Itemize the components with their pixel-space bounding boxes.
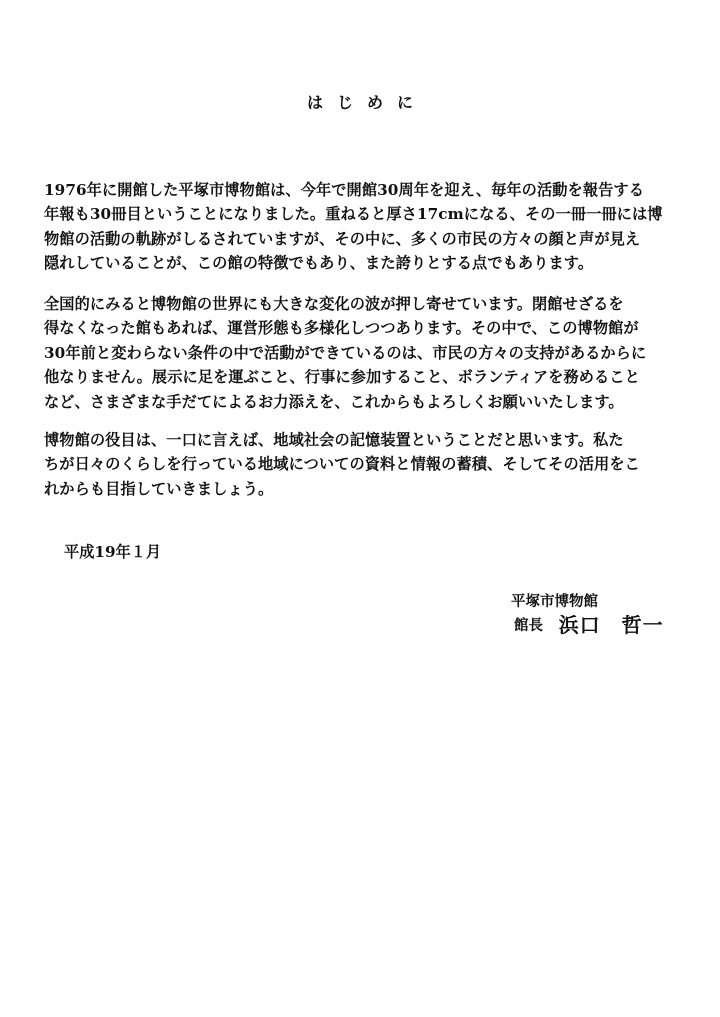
paragraph-line: 得なくなった館もあれば、運営形態も多様化しつつあります。その中で、この博物館が bbox=[44, 319, 639, 338]
signature-role: 館長 bbox=[514, 617, 543, 634]
paragraph-line: 隠れしていることが、この館の特徴でもあり、また誇りとする点でもあります。 bbox=[44, 254, 594, 273]
paragraph-line: 年報も30冊目ということになりました。重ねると厚さ17cmになる、その一冊一冊には博 bbox=[44, 205, 663, 224]
paragraph-line: 他なりません。展示に足を運ぶこと、行事に参加すること、ボランティアを務めること bbox=[44, 368, 640, 387]
paragraph-line: 30年前と変わらない条件の中で活動ができているのは、市民の方々の支持があるからに bbox=[44, 343, 647, 362]
signature-line bbox=[514, 609, 664, 638]
page-title: はじめに bbox=[306, 93, 427, 112]
paragraph-2 bbox=[44, 292, 676, 414]
paragraph-line: ちが日々のくらしを行っている地域についての資料と情報の蓄積、そしてその活用をこ bbox=[44, 455, 640, 474]
paragraph-line: 1976年に開館した平塚市博物館は、今年で開館30周年を迎え、毎年の活動を報告する bbox=[44, 181, 644, 199]
document-date: 平成19年１月 bbox=[64, 543, 162, 561]
paragraph-line: 全国的にみると博物館の世界にも大きな変化の波が押し寄せています。閉館せざるを bbox=[44, 295, 624, 313]
paragraph-3 bbox=[44, 428, 676, 501]
paragraph-line: れからも目指していきましょう。 bbox=[44, 479, 274, 498]
paragraph-line: 物館の活動の軌跡がしるされていますが、その中に、多くの市民の方々の顔と声が見え bbox=[44, 229, 641, 248]
signature-organization: 平塚市博物館 bbox=[511, 593, 598, 610]
paragraph-line: など、さまざまな手だてによるお力添えを、これからもよろしくお願いいたします。 bbox=[44, 392, 624, 411]
paragraph-1 bbox=[44, 178, 676, 276]
signature-name: 浜口 哲一 bbox=[558, 613, 664, 637]
paragraph-line: 博物館の役目は、一口に言えば、地域社会の記憶装置ということだと思います。私た bbox=[44, 431, 624, 449]
